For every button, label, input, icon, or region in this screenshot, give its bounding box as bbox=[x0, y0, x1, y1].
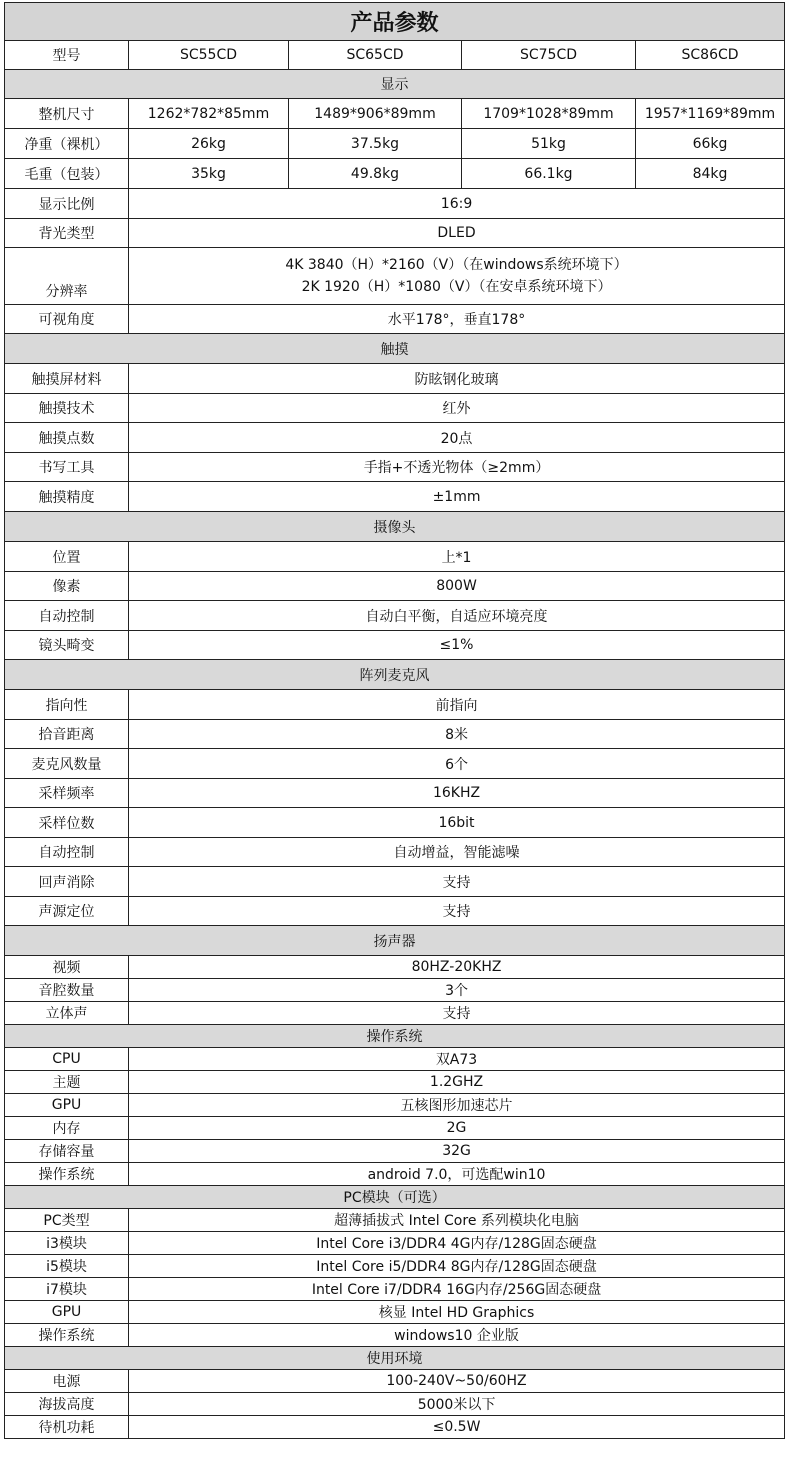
row-value: 6个 bbox=[129, 749, 785, 779]
table-row bbox=[5, 808, 785, 838]
row-label: 自动控制 bbox=[5, 601, 129, 631]
table-row bbox=[5, 1393, 785, 1416]
table-title: 产品参数 bbox=[5, 3, 785, 41]
row-label: GPU bbox=[5, 1301, 129, 1324]
size-value: 1957*1169*89mm bbox=[636, 99, 785, 129]
table-row bbox=[5, 219, 785, 248]
row-label: 内存 bbox=[5, 1117, 129, 1140]
section-speaker bbox=[5, 926, 785, 956]
row-label: 书写工具 bbox=[5, 453, 129, 482]
table-row bbox=[5, 248, 785, 305]
row-label: 声源定位 bbox=[5, 897, 129, 926]
row-label: i7模块 bbox=[5, 1278, 129, 1301]
model-label: 型号 bbox=[5, 41, 129, 70]
table-row bbox=[5, 956, 785, 979]
row-value: 支持 bbox=[129, 897, 785, 926]
table-row bbox=[5, 1370, 785, 1393]
row-label: 触摸点数 bbox=[5, 423, 129, 453]
row-value: ≤1% bbox=[129, 631, 785, 660]
row-value: 16:9 bbox=[129, 189, 785, 219]
row-label: 整机尺寸 bbox=[5, 99, 129, 129]
row-label: 待机功耗 bbox=[5, 1416, 129, 1439]
row-value: 水平178°，垂直178° bbox=[129, 305, 785, 334]
section-title: 使用环境 bbox=[5, 1347, 785, 1370]
section-title: 扬声器 bbox=[5, 926, 785, 956]
row-value: 核显 Intel HD Graphics bbox=[129, 1301, 785, 1324]
row-value: 支持 bbox=[129, 867, 785, 897]
section-env bbox=[5, 1347, 785, 1370]
row-value: 100-240V~50/60HZ bbox=[129, 1370, 785, 1393]
net-weight-value: 26kg bbox=[129, 129, 289, 159]
size-value: 1262*782*85mm bbox=[129, 99, 289, 129]
row-value: 自动增益，智能滤噪 bbox=[129, 838, 785, 867]
table-row bbox=[5, 305, 785, 334]
title-row bbox=[5, 3, 785, 41]
row-label: 指向性 bbox=[5, 690, 129, 720]
row-label: 音腔数量 bbox=[5, 979, 129, 1002]
table-row bbox=[5, 1140, 785, 1163]
table-row bbox=[5, 1071, 785, 1094]
table-row bbox=[5, 1002, 785, 1025]
section-os bbox=[5, 1025, 785, 1048]
table-row bbox=[5, 542, 785, 572]
row-label: 毛重（包装） bbox=[5, 159, 129, 189]
gross-weight-value: 66.1kg bbox=[462, 159, 636, 189]
row-value: 支持 bbox=[129, 1002, 785, 1025]
table-row bbox=[5, 601, 785, 631]
spec-table bbox=[4, 2, 785, 1439]
resolution-value bbox=[129, 248, 785, 305]
row-value: 2G bbox=[129, 1117, 785, 1140]
table-row bbox=[5, 1232, 785, 1255]
table-row bbox=[5, 749, 785, 779]
table-row bbox=[5, 1094, 785, 1117]
table-row bbox=[5, 690, 785, 720]
row-value: Intel Core i3/DDR4 4G内存/128G固态硬盘 bbox=[129, 1232, 785, 1255]
table-row bbox=[5, 189, 785, 219]
row-label: 像素 bbox=[5, 572, 129, 601]
table-row bbox=[5, 720, 785, 749]
row-value: 3个 bbox=[129, 979, 785, 1002]
row-value: ±1mm bbox=[129, 482, 785, 512]
section-display bbox=[5, 70, 785, 99]
size-value: 1489*906*89mm bbox=[289, 99, 462, 129]
row-label: 回声消除 bbox=[5, 867, 129, 897]
row-value: Intel Core i7/DDR4 16G内存/256G固态硬盘 bbox=[129, 1278, 785, 1301]
row-value: 80HZ-20KHZ bbox=[129, 956, 785, 979]
row-label: 可视角度 bbox=[5, 305, 129, 334]
section-title: 阵列麦克风 bbox=[5, 660, 785, 690]
net-weight-value: 51kg bbox=[462, 129, 636, 159]
gross-weight-value: 84kg bbox=[636, 159, 785, 189]
row-value: 上*1 bbox=[129, 542, 785, 572]
table-row bbox=[5, 394, 785, 423]
row-value: 五核图形加速芯片 bbox=[129, 1094, 785, 1117]
row-label: 触摸精度 bbox=[5, 482, 129, 512]
row-label: 操作系统 bbox=[5, 1324, 129, 1347]
row-label: 电源 bbox=[5, 1370, 129, 1393]
row-label: 背光类型 bbox=[5, 219, 129, 248]
table-row bbox=[5, 1255, 785, 1278]
table-row bbox=[5, 838, 785, 867]
section-title: 操作系统 bbox=[5, 1025, 785, 1048]
table-row bbox=[5, 867, 785, 897]
table-row bbox=[5, 364, 785, 394]
table-row bbox=[5, 1324, 785, 1347]
table-row bbox=[5, 1117, 785, 1140]
row-value: 双A73 bbox=[129, 1048, 785, 1071]
resolution-line-2k: 2K 1920（H）*1080（V）（在安卓系统环境下） bbox=[301, 279, 612, 295]
section-pc bbox=[5, 1186, 785, 1209]
row-value: 8米 bbox=[129, 720, 785, 749]
row-value: 超薄插拔式 Intel Core 系列模块化电脑 bbox=[129, 1209, 785, 1232]
row-label: 主题 bbox=[5, 1071, 129, 1094]
row-label: CPU bbox=[5, 1048, 129, 1071]
row-label: 立体声 bbox=[5, 1002, 129, 1025]
section-mic bbox=[5, 660, 785, 690]
table-row bbox=[5, 979, 785, 1002]
row-label: 显示比例 bbox=[5, 189, 129, 219]
row-value: windows10 企业版 bbox=[129, 1324, 785, 1347]
row-value: 1.2GHZ bbox=[129, 1071, 785, 1094]
row-value: Intel Core i5/DDR4 8G内存/128G固态硬盘 bbox=[129, 1255, 785, 1278]
row-label: i3模块 bbox=[5, 1232, 129, 1255]
row-value: 16bit bbox=[129, 808, 785, 838]
section-touch bbox=[5, 334, 785, 364]
row-value: 红外 bbox=[129, 394, 785, 423]
row-label: 净重（裸机） bbox=[5, 129, 129, 159]
table-row bbox=[5, 1048, 785, 1071]
size-value: 1709*1028*89mm bbox=[462, 99, 636, 129]
section-title: 显示 bbox=[5, 70, 785, 99]
section-title: 摄像头 bbox=[5, 512, 785, 542]
section-title: 触摸 bbox=[5, 334, 785, 364]
model-sc86cd: SC86CD bbox=[636, 41, 785, 70]
row-label: i5模块 bbox=[5, 1255, 129, 1278]
row-label: 视频 bbox=[5, 956, 129, 979]
table-row bbox=[5, 572, 785, 601]
row-value: 20点 bbox=[129, 423, 785, 453]
row-value: 手指+不透光物体（≥2mm） bbox=[129, 453, 785, 482]
row-value: 800W bbox=[129, 572, 785, 601]
table-row bbox=[5, 1278, 785, 1301]
table-row bbox=[5, 129, 785, 159]
table-row bbox=[5, 897, 785, 926]
row-label: 采样频率 bbox=[5, 779, 129, 808]
row-label: 触摸技术 bbox=[5, 394, 129, 423]
table-row bbox=[5, 99, 785, 129]
table-row bbox=[5, 159, 785, 189]
row-label: 自动控制 bbox=[5, 838, 129, 867]
row-label: PC类型 bbox=[5, 1209, 129, 1232]
row-value: 自动白平衡，自适应环境亮度 bbox=[129, 601, 785, 631]
row-label: 海拔高度 bbox=[5, 1393, 129, 1416]
row-label: 位置 bbox=[5, 542, 129, 572]
row-value: 前指向 bbox=[129, 690, 785, 720]
row-value: 防眩钢化玻璃 bbox=[129, 364, 785, 394]
section-camera bbox=[5, 512, 785, 542]
table-row bbox=[5, 423, 785, 453]
table-row bbox=[5, 1163, 785, 1186]
row-label: 触摸屏材料 bbox=[5, 364, 129, 394]
row-label: 存储容量 bbox=[5, 1140, 129, 1163]
table-row bbox=[5, 1416, 785, 1439]
row-value: DLED bbox=[129, 219, 785, 248]
table-row bbox=[5, 1209, 785, 1232]
net-weight-value: 66kg bbox=[636, 129, 785, 159]
row-label: 麦克风数量 bbox=[5, 749, 129, 779]
model-row bbox=[5, 41, 785, 70]
row-value: android 7.0，可选配win10 bbox=[129, 1163, 785, 1186]
row-label: 操作系统 bbox=[5, 1163, 129, 1186]
row-label: 镜头畸变 bbox=[5, 631, 129, 660]
table-row bbox=[5, 1301, 785, 1324]
table-row bbox=[5, 482, 785, 512]
net-weight-value: 37.5kg bbox=[289, 129, 462, 159]
row-label: 分辨率 bbox=[5, 248, 129, 305]
row-label: GPU bbox=[5, 1094, 129, 1117]
gross-weight-value: 49.8kg bbox=[289, 159, 462, 189]
model-sc75cd: SC75CD bbox=[462, 41, 636, 70]
row-value: 16KHZ bbox=[129, 779, 785, 808]
table-row bbox=[5, 779, 785, 808]
row-value: ≤0.5W bbox=[129, 1416, 785, 1439]
table-row bbox=[5, 453, 785, 482]
row-label: 采样位数 bbox=[5, 808, 129, 838]
model-sc55cd: SC55CD bbox=[129, 41, 289, 70]
row-value: 5000米以下 bbox=[129, 1393, 785, 1416]
row-value: 32G bbox=[129, 1140, 785, 1163]
resolution-line-4k: 4K 3840（H）*2160（V）（在windows系统环境下） bbox=[285, 257, 628, 273]
gross-weight-value: 35kg bbox=[129, 159, 289, 189]
model-sc65cd: SC65CD bbox=[289, 41, 462, 70]
table-row bbox=[5, 631, 785, 660]
section-title: PC模块（可选） bbox=[5, 1186, 785, 1209]
row-label: 拾音距离 bbox=[5, 720, 129, 749]
